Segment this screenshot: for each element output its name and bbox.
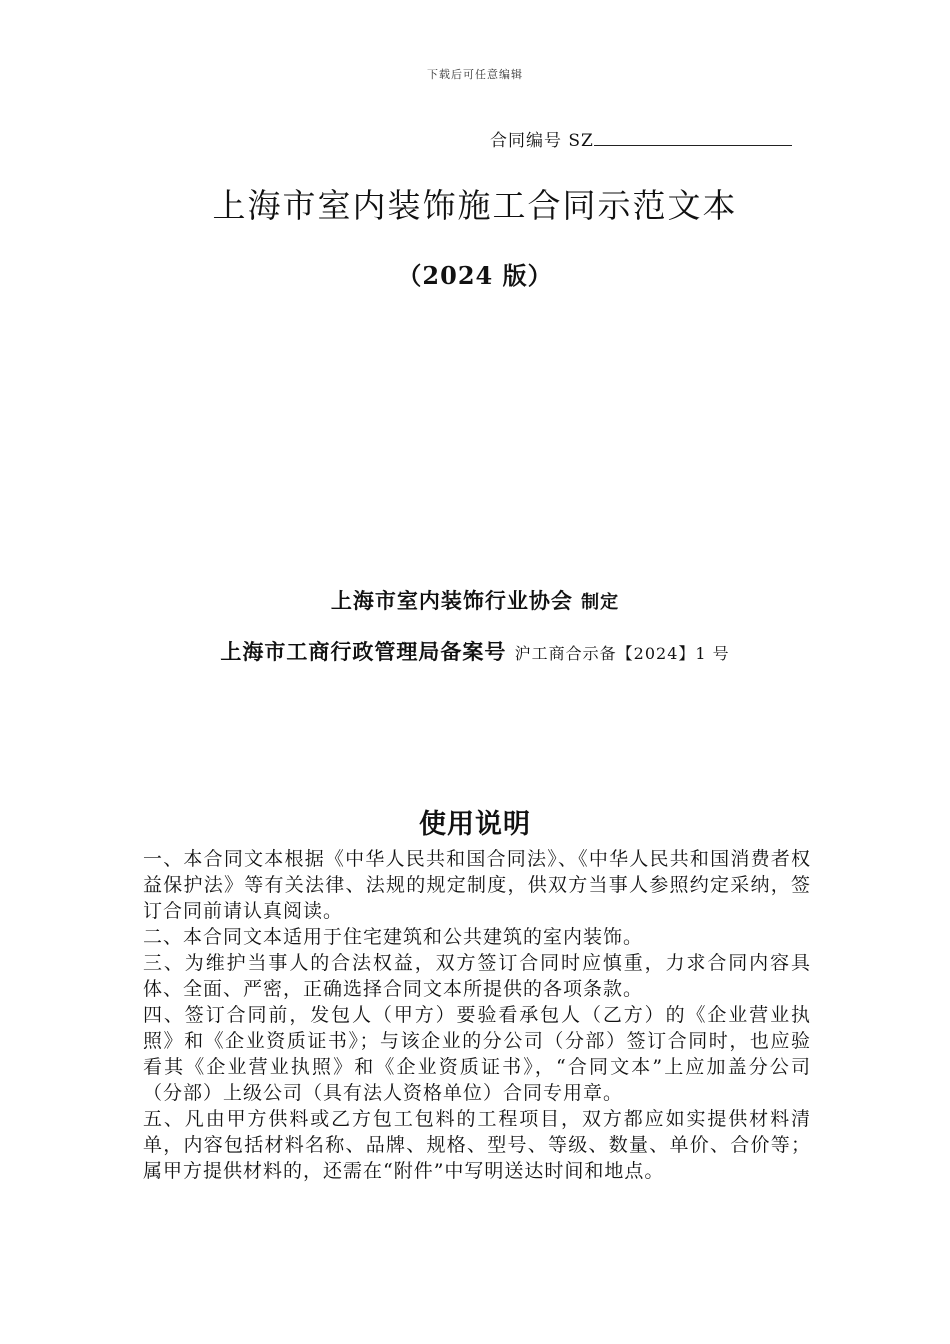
registry-label: 上海市工商行政管理局备案号 bbox=[220, 639, 507, 664]
header-note: 下载后可任意编辑 bbox=[427, 68, 523, 81]
association-line bbox=[0, 585, 950, 615]
document-title: 上海市室内装饰施工合同示范文本 bbox=[212, 186, 738, 225]
contract-number-blank bbox=[594, 129, 792, 146]
association-name: 上海市室内装饰行业协会 bbox=[330, 588, 573, 613]
registry-line bbox=[0, 636, 950, 666]
instructions-body bbox=[143, 846, 811, 1184]
contract-number-label: 合同编号 SZ bbox=[490, 131, 594, 151]
instruction-item: 一、本合同文本根据《中华人民共和国合同法》、《中华人民共和国消费者权益保护法》等有关法律、法规的规定制度，供双方当事人参照约定采纳，签订合同前请认真阅读。 bbox=[143, 848, 811, 922]
edition-label: （2024 版） bbox=[397, 261, 553, 290]
instruction-item: 二、本合同文本适用于住宅建筑和公共建筑的室内装饰。 bbox=[143, 926, 644, 948]
instructions-title: 使用说明 bbox=[419, 809, 531, 840]
instruction-item: 三、为维护当事人的合法权益，双方签订合同时应慎重，力求合同内容具体、全面、严密，正确选择合同文本所提供的各项条款。 bbox=[143, 952, 811, 1000]
association-action: 制定 bbox=[581, 592, 620, 613]
instruction-item: 四、签订合同前，发包人（甲方）要验看承包人（乙方）的《企业营业执照》和《企业资质证书》；与该企业的分公司（分部）签订合同时，也应验看其《企业营业执照》和《企业资质证书》，“合同文本”上应加盖分公司（分部）上级公司（具有法人资格单位）合同专用章。 bbox=[143, 1004, 811, 1104]
instruction-item: 五、凡由甲方供料或乙方包工包料的工程项目，双方都应如实提供材料清单，内容包括材料名称、品牌、规格、型号、等级、数量、单价、合价等；属甲方提供材料的，还需在“附件”中写明送达时间和地点。 bbox=[143, 1108, 811, 1182]
registry-number: 沪工商合示备【2024】1 号 bbox=[514, 644, 730, 663]
contract-number bbox=[490, 126, 792, 151]
